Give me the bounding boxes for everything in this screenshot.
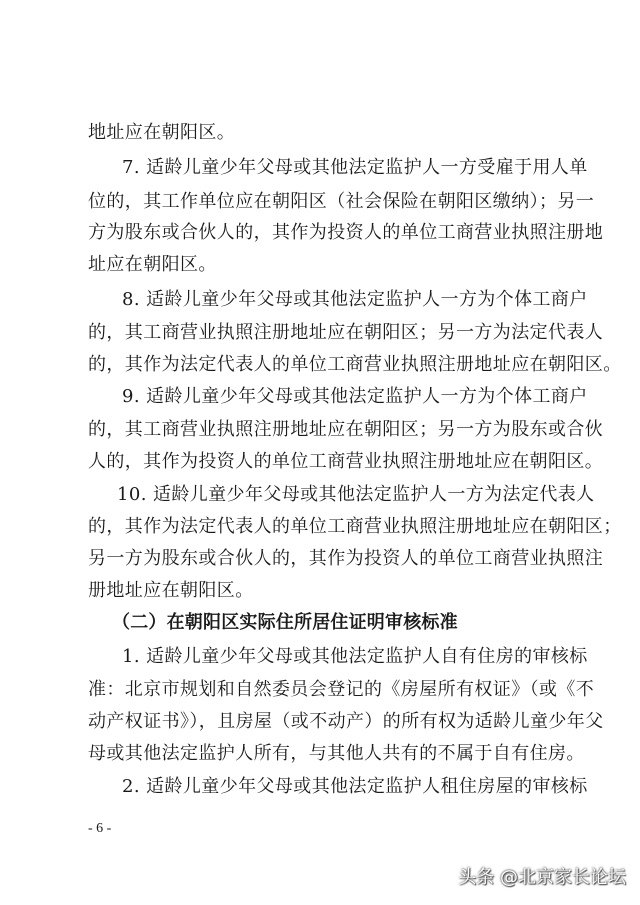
text-line: 人的，其作为投资人的单位工商营业执照注册地址应在朝阳区。: [88, 451, 604, 472]
paragraph-9-line: 9. 适龄儿童少年父母或其他法定监护人一方为个体工商户: [122, 386, 588, 407]
text-line: 的，其作为法定代表人的单位工商营业执照注册地址应在朝阳区；: [88, 516, 622, 537]
paragraph-8-line: 8. 适龄儿童少年父母或其他法定监护人一方为个体工商户: [122, 289, 588, 310]
text-line: 另一方为股东或合伙人的，其作为投资人的单位工商营业执照注: [88, 548, 604, 569]
text-line: 母或其他法定监护人所有，与其他人共有的不属于自有住房。: [88, 743, 585, 764]
text-line: 的，其作为法定代表人的单位工商营业执照注册地址应在朝阳区。: [88, 354, 622, 375]
text-line: 动产权证书》），且房屋（或不动产）的所有权为适龄儿童少年父: [88, 711, 604, 732]
standard-2-line: 2. 适龄儿童少年父母或其他法定监护人租住房屋的审核标: [122, 776, 588, 797]
paragraph-10-line: 10. 适龄儿童少年父母或其他法定监护人一方为法定代表人: [117, 484, 595, 505]
text-line: 位的，其工作单位应在朝阳区（社会保险在朝阳区缴纳）；另一: [88, 191, 595, 212]
paragraph-7-line: 7. 适龄儿童少年父母或其他法定监护人一方受雇于用人单: [122, 157, 588, 178]
text-line: 准：北京市规划和自然委员会登记的《房屋所有权证》（或《不: [88, 679, 595, 700]
standard-1-line: 1. 适龄儿童少年父母或其他法定监护人自有住房的审核标: [122, 646, 588, 667]
text-line: 地址应在朝阳区。: [88, 122, 236, 143]
section-heading: （二）在朝阳区实际住所居住证明审核标准: [112, 612, 458, 633]
text-line: 址应在朝阳区。: [88, 254, 217, 275]
text-line: 方为股东或合伙人的，其作为投资人的单位工商营业执照注册地: [88, 222, 604, 243]
text-line: 的，其工商营业执照注册地址应在朝阳区；另一方为股东或合伙: [88, 419, 604, 440]
text-line: 册地址应在朝阳区。: [88, 580, 254, 601]
text-line: 的，其工商营业执照注册地址应在朝阳区；另一方为法定代表人: [88, 322, 604, 343]
watermark: 头条 @北京家长论坛: [458, 867, 626, 888]
page-number: - 6 -: [88, 821, 112, 836]
